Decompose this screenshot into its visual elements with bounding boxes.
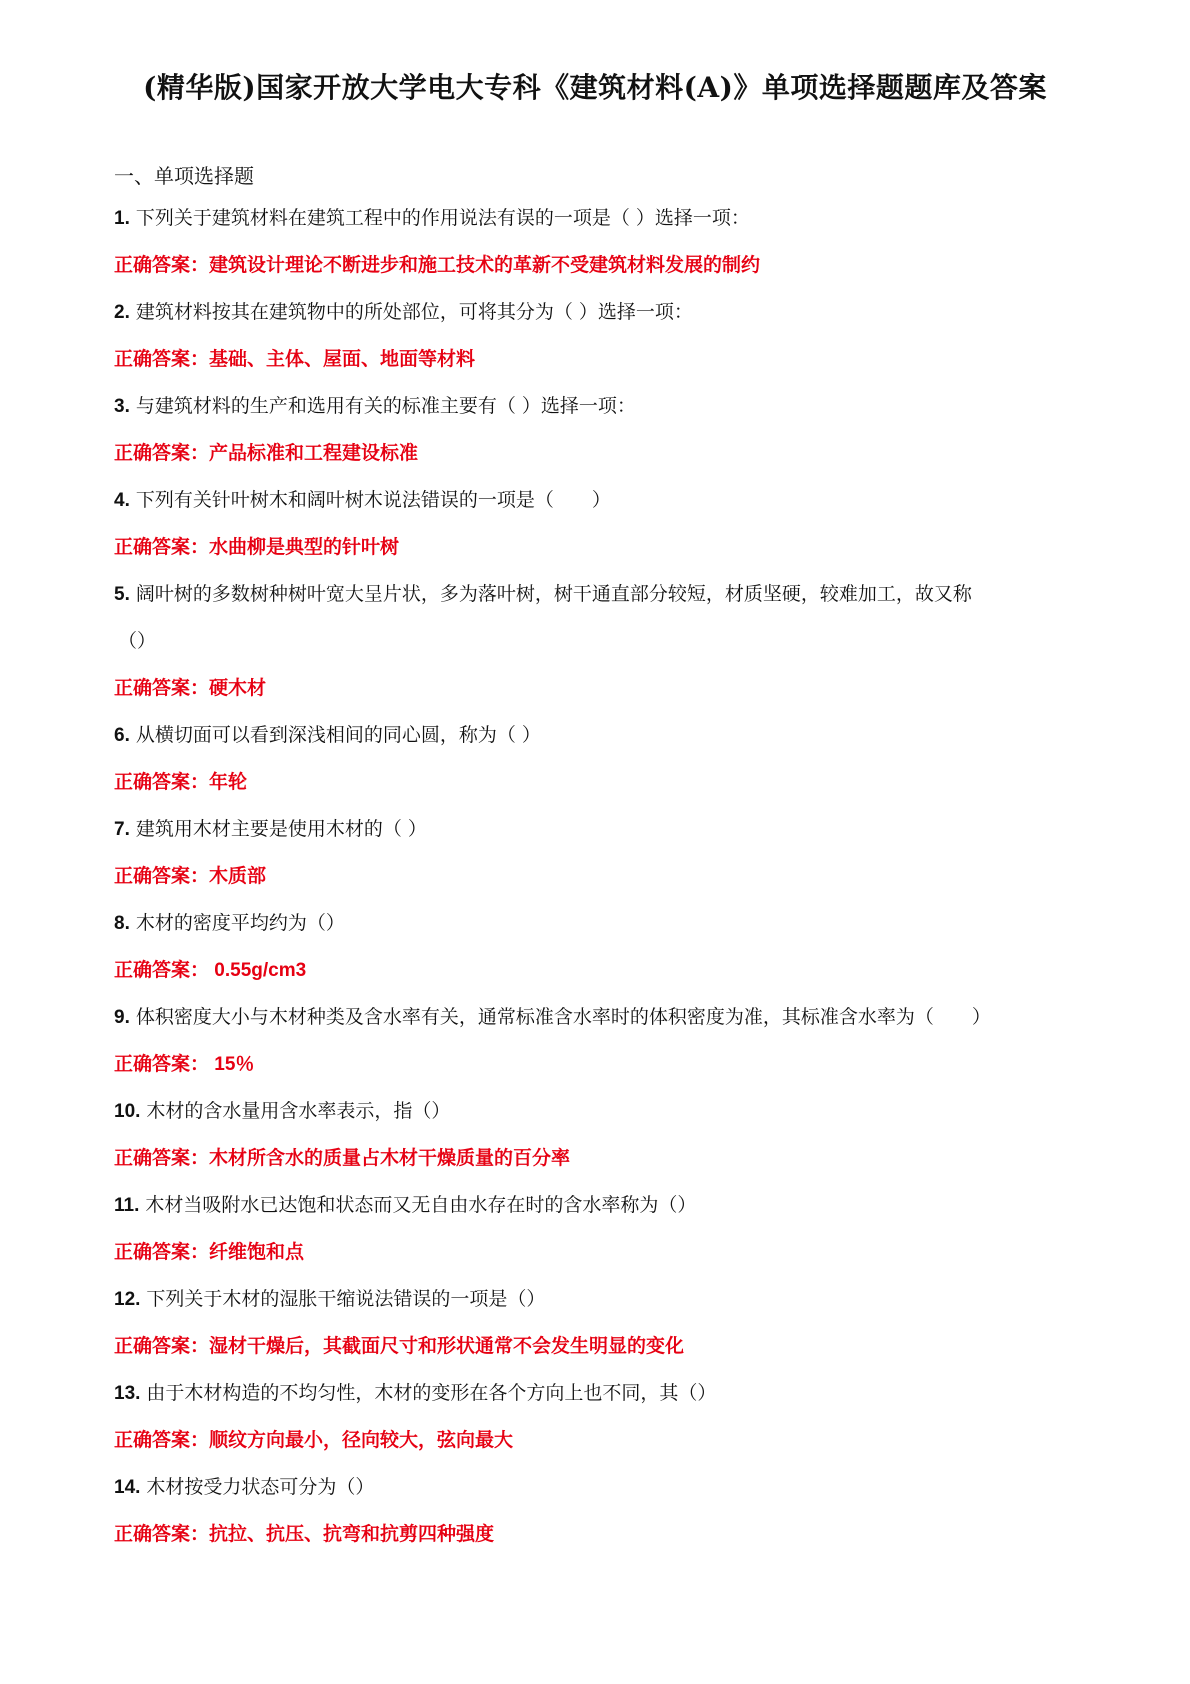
question-item bbox=[114, 394, 1084, 488]
question-item bbox=[114, 911, 1084, 1005]
question-text: 6. 从横切面可以看到深浅相间的同心圆，称为（ ） bbox=[114, 724, 541, 746]
question-text: 11. 木材当吸附水已达饱和状态而又无自由水存在时的含水率称为（） bbox=[114, 1194, 697, 1216]
question-text: 4. 下列有关针叶树木和阔叶树木说法错误的一项是（ ） bbox=[114, 489, 611, 511]
question-item bbox=[114, 817, 1084, 911]
question-list bbox=[114, 206, 1084, 1546]
answer-text: 正确答案：基础、主体、屋面、地面等材料 bbox=[114, 348, 476, 370]
answer-text: 正确答案：抗拉、抗压、抗弯和抗剪四种强度 bbox=[114, 1523, 495, 1545]
question-item bbox=[114, 300, 1084, 394]
answer-text: 正确答案：产品标准和工程建设标准 bbox=[114, 442, 419, 464]
answer-text: 正确答案：纤维饱和点 bbox=[114, 1241, 305, 1263]
question-item bbox=[114, 582, 1084, 723]
answer-text: 正确答案：湿材干燥后，其截面尺寸和形状通常不会发生明显的变化 bbox=[114, 1335, 685, 1357]
answer-text: 正确答案：硬木材 bbox=[114, 677, 267, 699]
question-text: 14. 木材按受力状态可分为（） bbox=[114, 1476, 375, 1498]
question-item bbox=[114, 723, 1084, 817]
question-item bbox=[114, 1287, 1084, 1381]
answer-text: 正确答案：建筑设计理论不断进步和施工技术的革新不受建筑材料发展的制约 bbox=[114, 254, 761, 276]
question-text: 10. 木材的含水量用含水率表示，指（） bbox=[114, 1100, 451, 1122]
question-item bbox=[114, 206, 1084, 300]
question-text: 1. 下列关于建筑材料在建筑工程中的作用说法有误的一项是（ ）选择一项： bbox=[114, 207, 750, 229]
document-title: (精华版)国家开放大学电大专科《建筑材料(A)》单项选择题题库及答案 bbox=[143, 71, 1047, 104]
question-text-continued: （） bbox=[118, 630, 157, 652]
question-text: 3. 与建筑材料的生产和选用有关的标准主要有（ ）选择一项： bbox=[114, 395, 636, 417]
question-item bbox=[114, 1381, 1084, 1475]
answer-text: 正确答案：木质部 bbox=[114, 865, 267, 887]
answer-text: 正确答案：顺纹方向最小，径向较大，弦向最大 bbox=[114, 1429, 514, 1451]
question-text: 12. 下列关于木材的湿胀干缩说法错误的一项是（） bbox=[114, 1288, 546, 1310]
question-item bbox=[114, 488, 1084, 582]
question-item bbox=[114, 1005, 1084, 1099]
question-text: 13. 由于木材构造的不均匀性，木材的变形在各个方向上也不同，其（） bbox=[114, 1382, 717, 1404]
question-item bbox=[114, 1193, 1084, 1287]
answer-text: 正确答案：水曲柳是典型的针叶树 bbox=[114, 536, 400, 558]
answer-text: 正确答案： 0.55g/cm3 bbox=[114, 959, 307, 981]
section-heading: 一、单项选择题 bbox=[114, 164, 254, 188]
question-item bbox=[114, 1475, 1084, 1546]
question-text: 9. 体积密度大小与木材种类及含水率有关，通常标准含水率时的体积密度为准，其标准含水率为（ ） bbox=[114, 1006, 991, 1028]
question-text: 7. 建筑用木材主要是使用木材的（ ） bbox=[114, 818, 427, 840]
question-text: 2. 建筑材料按其在建筑物中的所处部位，可将其分为（ ）选择一项： bbox=[114, 301, 693, 323]
answer-text: 正确答案：年轮 bbox=[114, 771, 248, 793]
answer-text: 正确答案： 15％ bbox=[114, 1053, 255, 1075]
question-text: 8. 木材的密度平均约为（） bbox=[114, 912, 345, 934]
answer-text: 正确答案：木材所含水的质量占木材干燥质量的百分率 bbox=[114, 1147, 571, 1169]
question-item bbox=[114, 1099, 1084, 1193]
question-text: 5. 阔叶树的多数树种树叶宽大呈片状，多为落叶树，树干通直部分较短，材质坚硬，较难加工，故又称 bbox=[114, 583, 972, 605]
